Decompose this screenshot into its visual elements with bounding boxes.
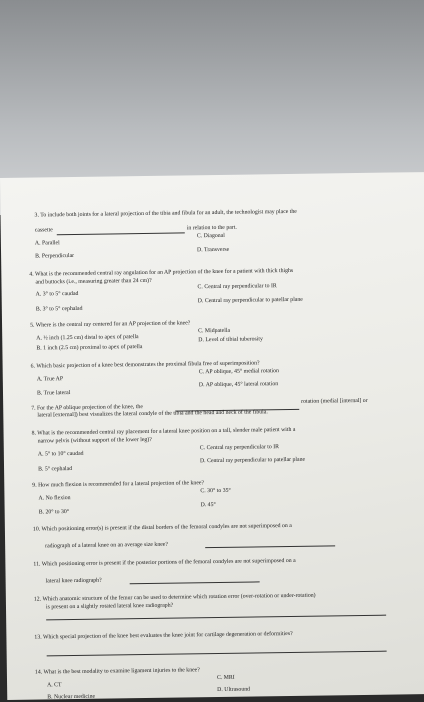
q11-stem-line1: 11. Which positioning error is present if the posterior portions of the femoral condyles are not superimposed on a — [33, 557, 296, 568]
q3-option-d: D. Transverse — [196, 246, 230, 254]
q5-option-d: D. Level of tibial tuberosity — [198, 336, 263, 344]
q10-answer-line — [205, 545, 335, 548]
q14-option-a: A. CT — [47, 682, 62, 689]
q4-option-a: A. 3° to 5° caudad — [35, 290, 79, 298]
q6-stem: 6. Which basic projection of a knee best demonstrates the proximal fibula free of superimposition? — [30, 360, 260, 370]
q11-answer-line — [130, 581, 260, 584]
q9-stem: 9. How much flexion is recommended for a lateral projection of the knee? — [32, 480, 205, 489]
q5-option-c: C. Midpatella — [198, 327, 231, 335]
q10-stem-line2: radiograph of a lateral knee on an average size knee? — [45, 541, 168, 550]
q13-answer-line — [47, 651, 387, 657]
q4-option-d: D. Central ray perpendicular to patellar plane — [197, 296, 303, 305]
q7-stem-line2: lateral [external]) best visualizes the lateral condyle of the tibia and the head and neck of the fibula. — [37, 409, 268, 419]
q3-stem-line1: 3. To include both joints for a lateral projection of the tibia and fibula for an adult, the technologist may place the — [34, 208, 297, 219]
q8-stem-line2: narrow pelvis (without support of the lower leg)? — [37, 436, 152, 445]
q9-option-c: C. 30° to 35° — [200, 487, 231, 495]
q5-stem: 5. Where is the central ray centered for an AP projection of the knee? — [30, 320, 191, 329]
q3-stem-line2-a: cassette — [34, 227, 53, 234]
q9-option-a: A. No flexion — [38, 495, 71, 502]
q14-option-b: B. Nuclear medicine — [47, 693, 96, 701]
q6-option-b: B. True lateral — [36, 390, 71, 397]
q14-stem: 14. What is the best modality to examine ligament injuries to the knee? — [34, 667, 200, 676]
q6-option-c: C. AP oblique, 45° medial rotation — [198, 368, 279, 376]
q3-stem-line2-b: in relation to the part. — [186, 224, 237, 232]
q6-option-d: D. AP oblique, 45° lateral rotation — [198, 381, 279, 389]
q3-option-a: A. Parallel — [34, 240, 60, 247]
q5-option-a: A. ½ inch (1.25 cm) distal to apex of patella — [36, 334, 139, 342]
q12-stem-line1: 12. Which anatomic structure of the femur can be used to determine which rotation error (over-rotation or under-rotation) — [33, 592, 316, 603]
q10-stem-line1: 10. Which positioning error(s) is present if the distal borders of the femoral condyles are not superimposed on a — [32, 522, 292, 533]
q3-blank — [57, 232, 185, 235]
q4-stem-line2: and buttocks (i.e., measuring greater than 24 cm)? — [35, 277, 152, 286]
q12-stem-line2: is present on a slightly rotated lateral knee radiograph? — [45, 602, 174, 611]
q14-option-d: D. Ultrasound — [217, 686, 251, 694]
q4-option-c: C. Central ray perpendicular to IR — [197, 283, 277, 291]
q3-option-b: B. Perpendicular — [35, 252, 75, 260]
q9-option-d: D. 45° — [200, 502, 216, 509]
q7-stem-line1: 7. For the AP oblique projection of the knee, the — [31, 404, 143, 412]
q8-option-c: C. Central ray perpendicular to IR — [199, 444, 280, 452]
q6-option-a: A. True AP — [36, 376, 64, 383]
q7-stem-line1-b: rotation (medial [internal] or — [301, 397, 368, 405]
q11-stem-line2: lateral knee radiograph? — [45, 577, 102, 585]
q12-answer-line — [46, 615, 386, 621]
q8-option-d: D. Central ray perpendicular to patellar plane — [199, 456, 306, 465]
q9-option-b: B. 20° to 30° — [38, 509, 70, 516]
q14-option-c: C. MRI — [216, 674, 235, 682]
q3-option-c: C. Diagonal — [196, 232, 225, 240]
q8-stem-line1: 8. What is the recommended central ray placement for a lateral knee position on a tall, slender male patient with a — [31, 426, 296, 437]
q8-option-b: B. 5° cephalad — [38, 466, 73, 473]
q13-stem: 13. Which special projection of the knee best evaluates the knee joint for cartilage degeneration or deformities? — [34, 630, 293, 641]
q8-option-a: A. 5° to 10° caudad — [37, 450, 84, 458]
q4-option-b: B. 3° to 5° cephalad — [35, 305, 83, 313]
q5-option-b: B. 1 inch (2.5 cm) proximal to apex of patella — [36, 344, 143, 352]
worksheet-page — [0, 172, 424, 700]
q4-stem-line1: 4. What is the recommended central ray angulation for an AP projection of the knee for a patient with thick thighs — [29, 267, 294, 278]
